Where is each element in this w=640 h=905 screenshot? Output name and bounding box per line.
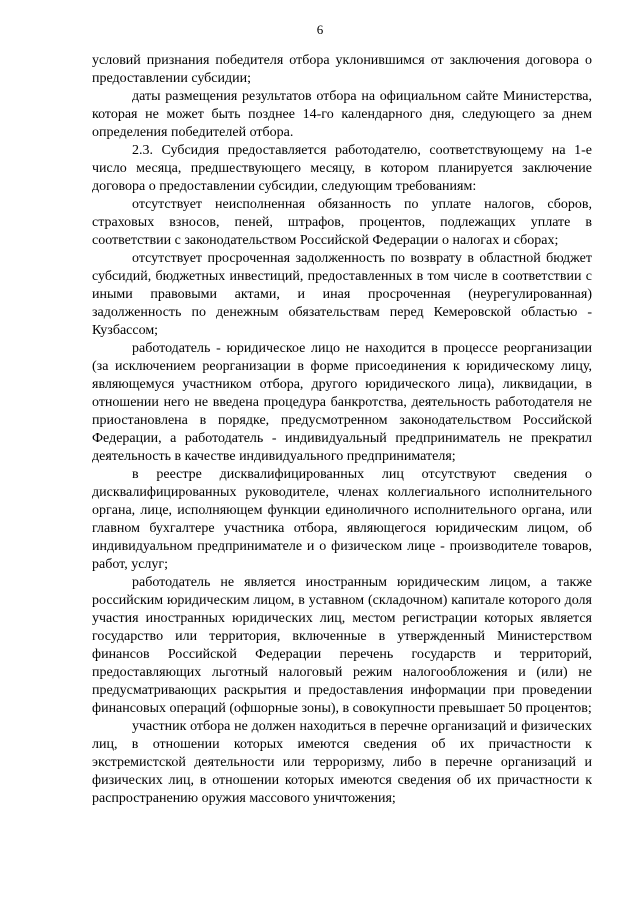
document-body — [92, 52, 592, 808]
paragraph-1: условий признания победителя отбора уклонившимся от заключения договора о предоставлении субсидии; — [92, 53, 592, 86]
paragraph-8: работодатель не является иностранным юридическим лицом, а также российским юридическим лицом, в уставном (складочном) капитале которого доля участия иностранных юридических лиц, местом регистрации которых является государство или территория, включенные в утвержденный Министерством финансов Российской Федерации перечень государств и территорий, предоставляющих льготный налоговый режим налогообложения и (или) не предусматривающих раскрытия и предоставления информации при проведении финансовых операций (офшорные зоны), в совокупности превышает 50 процентов; — [92, 575, 592, 716]
paragraph-4: отсутствует неисполненная обязанность по уплате налогов, сборов, страховых взносов, пеней, штрафов, процентов, подлежащих уплате в соответствии с законодательством Российской Федерации о налогах и сборах; — [92, 197, 592, 248]
paragraph-5: отсутствует просроченная задолженность по возврату в областной бюджет субсидий, бюджетных инвестиций, предоставленных в том числе в соответствии с иными правовыми актами, и иная просроченная (неурегулированная) задолженность по денежным обязательствам перед Кемеровской областью - Кузбассом; — [92, 251, 592, 338]
paragraph-6: работодатель - юридическое лицо не находится в процессе реорганизации (за исключением реорганизации в форме присоединения к юридическому лицу, являющемуся участником отбора, другого юридического лица), ликвидации, в отношении него не введена процедура банкротства, деятельность работодателя не приостановлена в порядке, предусмотренном законодательством Российской Федерации, а работодатель - индивидуальный предприниматель не прекратил деятельность в качестве индивидуального предпринимателя; — [92, 341, 592, 464]
paragraph-7: в реестре дисквалифицированных лиц отсутствуют сведения о дисквалифицированных руководителе, членах коллегиального исполнительного органа, лице, исполняющем функции единоличного исполнительного органа, или главном бухгалтере участника отбора, являющегося юридическим лицом, об индивидуальном предпринимателе и о физическом лице - производителе товаров, работ, услуг; — [92, 467, 592, 572]
page-number: 6 — [316, 22, 324, 37]
paragraph-3: 2.3. Субсидия предоставляется работодателю, соответствующему на 1-е число месяца, предшествующего месяцу, в котором планируется заключение договора о предоставлении субсидии, следующим требованиям: — [92, 143, 592, 194]
paragraph-2: даты размещения результатов отбора на официальном сайте Министерства, которая не может быть позднее 14-го календарного дня, следующего за днем определения победителей отбора. — [92, 89, 592, 140]
paragraph-9: участник отбора не должен находиться в перечне организаций и физических лиц, в отношении которых имеются сведения об их причастности к экстремистской деятельности или терроризму, либо в перечне организаций и физических лиц, в отношении которых имеются сведения об их причастности к распространению оружия массового уничтожения; — [92, 719, 592, 806]
